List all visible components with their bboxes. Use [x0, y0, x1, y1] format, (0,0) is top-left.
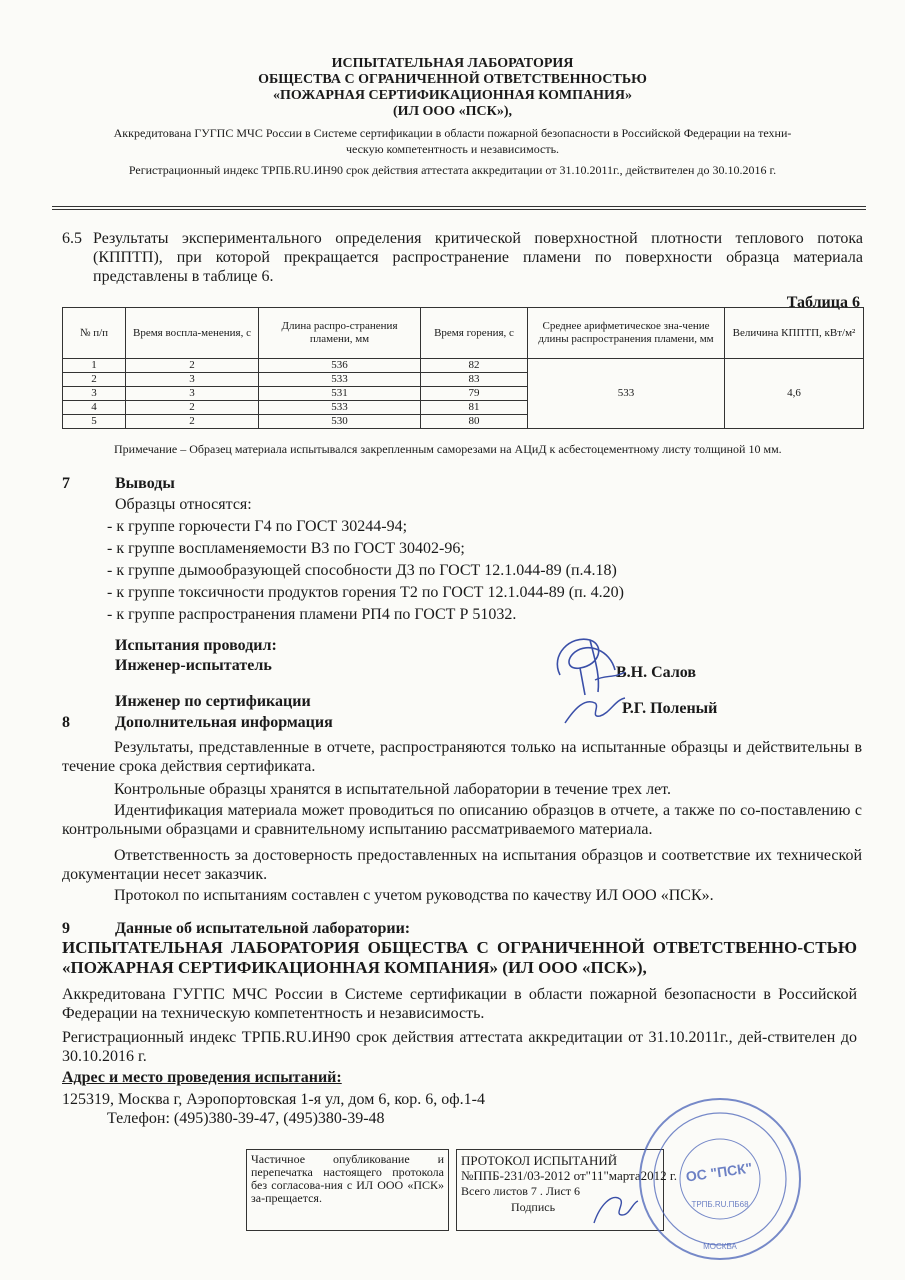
table-row — [63, 359, 864, 373]
section-8-paragraph: Контрольные образцы хранятся в испытательной лаборатории в течение трех лет. — [114, 781, 671, 798]
cell-burn: 80 — [421, 415, 528, 429]
cell-ignition: 3 — [126, 387, 259, 401]
col-header-ignition-time: Время воспла-менения, с — [126, 308, 259, 359]
lab-accreditation: Аккредитована ГУГПС МЧС России в Системе сертификации в области пожарной безопасности в Российской Федерации на техническую компетентность и независимость. — [62, 986, 857, 1022]
section-7-number: 7 — [62, 475, 70, 492]
svg-text:ОС "ПСК": ОС "ПСК" — [684, 1159, 754, 1185]
address: 125319, Москва г, Аэропортовская 1-я ул, дом 6, кор. 6, оф.1-4 — [62, 1091, 485, 1108]
cell-number: 3 — [63, 387, 126, 401]
lab-title-line4: (ИЛ ООО «ПСК»), — [393, 104, 512, 119]
footer-protocol-title: ПРОТОКОЛ ИСПЫТАНИЙ — [461, 1153, 618, 1168]
cell-length: 533 — [259, 401, 421, 415]
address-title: Адрес и место проведения испытаний: — [62, 1069, 342, 1086]
cell-length: 536 — [259, 359, 421, 373]
footer-protocol-number: №ППБ-231/03-2012 от"11"марта2012 г. — [461, 1168, 678, 1183]
footer-sign-label: Подпись — [511, 1200, 556, 1214]
cell-burn: 82 — [421, 359, 528, 373]
header-divider — [52, 206, 866, 207]
section-8-paragraph: Идентификация материала может проводиться по описанию образцов в отчете, а также по со-поставлению с контрольными образцами и сравнительному испытанию рассматриваемого материала. — [62, 802, 862, 838]
section-8-paragraph: Протокол по испытаниям составлен с учетом руководства по качеству ИЛ ООО «ПСК». — [114, 887, 714, 904]
col-header-mean-length: Среднее арифметическое зна-чение длины распространения пламени, мм — [528, 308, 725, 359]
col-header-kpptp: Величина КППТП, кВт/м² — [725, 308, 864, 359]
cell-ignition: 2 — [126, 401, 259, 415]
phone: Телефон: (495)380-39-47, (495)380-39-48 — [107, 1110, 385, 1127]
lab-registration: Регистрационный индекс ТРПБ.RU.ИН90 срок действия аттестата аккредитации от 31.10.2011г., дей-ствителен до 30.10.2016 г. — [62, 1029, 857, 1065]
section-8-title: Дополнительная информация — [115, 714, 333, 731]
cell-burn: 79 — [421, 387, 528, 401]
results-table — [62, 307, 864, 429]
conclusion-item: - к группе горючести Г4 по ГОСТ 30244-94; — [107, 518, 408, 535]
conclusion-item: - к группе воспламеняемости В3 по ГОСТ 30402-96; — [107, 540, 465, 557]
table-header-row — [63, 308, 864, 359]
cell-number: 5 — [63, 415, 126, 429]
cell-length: 531 — [259, 387, 421, 401]
cell-number: 1 — [63, 359, 126, 373]
engineer-cert-role: Инженер по сертификации — [115, 693, 311, 710]
conclusion-item: - к группе распространения пламени РП4 по ГОСТ Р 51032. — [107, 606, 517, 623]
section-8-paragraph: Ответственность за достоверность предоставленных на испытания образцов и соответствие их технической документации несет заказчик. — [62, 847, 862, 883]
lab-title-line2: ОБЩЕСТВА С ОГРАНИЧЕННОЙ ОТВЕТСТВЕННОСТЬЮ — [258, 72, 647, 87]
signature-poleny-icon — [560, 688, 630, 728]
footer-signature-icon — [590, 1185, 640, 1230]
tests-conducted-label: Испытания проводил: — [115, 637, 277, 654]
section-7-title: Выводы — [115, 475, 175, 492]
cell-kpptp: 4,6 — [725, 359, 864, 429]
section-9-number: 9 — [62, 920, 70, 937]
cell-length: 533 — [259, 373, 421, 387]
table-caption: Таблица 6 — [786, 294, 860, 311]
svg-text:МОСКВА: МОСКВА — [703, 1242, 737, 1251]
engineer-cert-name: Р.Г. Поленый — [622, 700, 718, 717]
engineer-tester-role: Инженер-испытатель — [115, 657, 272, 674]
section-6-5-text: Результаты экспериментального определения критической поверхностной плотности теплового потока (КППТП), при которой прекращается распространение пламени по поверхности образца материала представлены в таблице 6. — [93, 230, 863, 285]
conclusion-item: - к группе токсичности продуктов горения Т2 по ГОСТ 12.1.044-89 (п. 4.20) — [107, 584, 624, 601]
lab-full-name: ИСПЫТАТЕЛЬНАЯ ЛАБОРАТОРИЯ ОБЩЕСТВА С ОГРАНИЧЕННОЙ ОТВЕТСТВЕННО-СТЬЮ «ПОЖАРНАЯ СЕРТИФИКАЦИОННАЯ КОМПАНИЯ» (ИЛ ООО «ПСК»), — [62, 938, 857, 977]
cell-ignition: 3 — [126, 373, 259, 387]
cell-ignition: 2 — [126, 415, 259, 429]
cell-number: 4 — [63, 401, 126, 415]
cell-burn: 83 — [421, 373, 528, 387]
lab-title-line1: ИСПЫТАТЕЛЬНАЯ ЛАБОРАТОРИЯ — [331, 56, 574, 71]
cell-mean-length: 533 — [528, 359, 725, 429]
col-header-number: № п/п — [63, 308, 126, 359]
cell-burn: 81 — [421, 401, 528, 415]
cell-number: 2 — [63, 373, 126, 387]
section-9-title: Данные об испытательной лаборатории: — [115, 920, 411, 937]
lab-title-line3: «ПОЖАРНАЯ СЕРТИФИКАЦИОННАЯ КОМПАНИЯ» — [272, 88, 633, 103]
registration-index: Регистрационный индекс ТРПБ.RU.ИН90 срок действия аттестата аккредитации от 31.10.2011г., действителен до 30.10.2016 г. — [128, 163, 777, 177]
footer-disclaimer: Частичное опубликование и перепечатка настоящего протокола без согласова-ния с ИЛ ООО «ПСК» за-прещается. — [246, 1149, 449, 1231]
accreditation-line2: ческую компетентность и независимость. — [345, 142, 560, 156]
accreditation-line1: Аккредитована ГУГПС МЧС России в Системе сертификации в области пожарной безопасности в Российской Федерации на техни- — [113, 126, 792, 140]
section-7-intro: Образцы относятся: — [115, 496, 252, 513]
cell-ignition: 2 — [126, 359, 259, 373]
header-divider-2 — [52, 209, 866, 210]
col-header-flame-length: Длина распро-странения пламени, мм — [259, 308, 421, 359]
conclusion-item: - к группе дымообразующей способности Д3 по ГОСТ 12.1.044-89 (п.4.18) — [107, 562, 617, 579]
engineer-tester-name: В.Н. Салов — [616, 664, 697, 681]
lab-stamp-icon — [638, 1097, 803, 1262]
svg-text:ТРПБ.RU.ПБ68: ТРПБ.RU.ПБ68 — [691, 1200, 749, 1209]
col-header-burn-time: Время горения, с — [421, 308, 528, 359]
section-6-5-number: 6.5 — [62, 230, 82, 247]
table-note: Примечание – Образец материала испытывался закрепленным саморезами на АЦиД к асбестоцементному листу толщиной 10 мм. — [114, 442, 782, 456]
footer-sheets: Всего листов 7 . Лист 6 — [461, 1184, 581, 1198]
section-8-number: 8 — [62, 714, 70, 731]
section-8-paragraph: Результаты, представленные в отчете, распространяются только на испытанные образцы и действительны в течение срока действия сертификата. — [62, 739, 862, 775]
cell-length: 530 — [259, 415, 421, 429]
